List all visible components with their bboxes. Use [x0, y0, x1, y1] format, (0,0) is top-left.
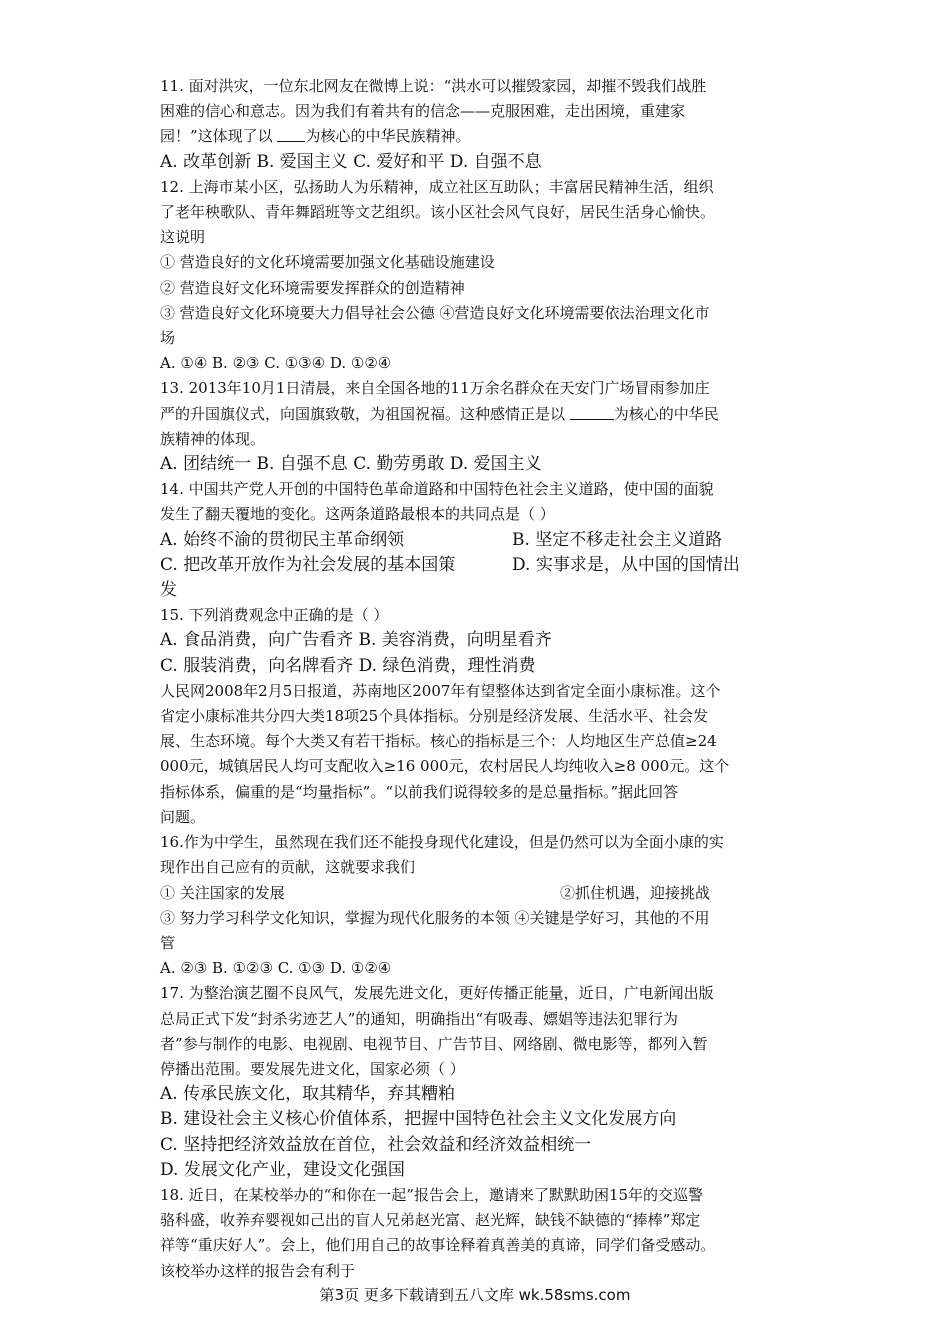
q11-line-3b: 为核心的中华民族精神。 [305, 127, 471, 146]
q15-line-1: 15. 下列消费观念中正确的是（ ） [160, 606, 389, 625]
q11-line-2: 困难的信心和意志。因为我们有着共有的信念——克服困难，走出困境，重建家 [160, 102, 686, 121]
q12-statement-3: ③ 营造良好文化环境要大力倡导社会公德 ④营造良好文化环境需要依法治理文化市 [160, 303, 710, 322]
q16-statement-1: ① 关注国家的发展 [160, 883, 285, 902]
q12-statement-3b: 场 [160, 329, 176, 348]
q14-option-d: D. 实事求是，从中国的国情出 [512, 554, 740, 575]
q15-options-2: C. 服装消费，向名牌看齐 D. 绿色消费，理性消费 [160, 655, 536, 676]
page-footer: 第3页 更多下载请到五八文库 wk.58sms.com [319, 1286, 631, 1304]
q16-statement-2: ②抓住机遇，迎接挑战 [560, 883, 711, 902]
passage-line-6: 问题。 [160, 807, 206, 826]
q16-line-2: 现作出自己应有的贡献，这就要求我们 [160, 858, 416, 877]
q14-line-2: 发生了翻天覆地的变化。这两条道路最根本的共同点是（ ） [160, 505, 555, 524]
q14-options-row-2 [160, 553, 790, 578]
q18-line-3: 祥等“重庆好人”。会上，他们用自己的故事诠释着真善美的真谛，同学们备受感动。 [160, 1236, 716, 1255]
q12-line-3: 这说明 [160, 228, 206, 247]
document-page [160, 74, 790, 1284]
q12-statement-2: ② 营造良好文化环境需要发挥群众的创造精神 [160, 278, 465, 297]
q14-option-b: B. 坚定不移走社会主义道路 [512, 529, 723, 550]
q13-line-2a: 严的升国旗仪式，向国旗致敬，为祖国祝福。这种感情正是以 [160, 404, 570, 423]
q18-line-1: 18. 近日，在某校举办的“和你在一起”报告会上，邀请来了默默助困15年的交巡警 [160, 1185, 704, 1204]
q12-line-2: 了老年秧歌队、青年舞蹈班等文艺组织。该小区社会风气良好，居民生活身心愉快。 [160, 203, 716, 222]
q17-line-2: 总局正式下发“封杀劣迹艺人”的通知，明确指出“有吸毒、嫖娼等违法犯罪行为 [160, 1009, 679, 1028]
q18-line-4: 该校举办这样的报告会有利于 [160, 1261, 356, 1280]
q16-statement-3b: 管 [160, 933, 176, 952]
passage-line-3: 展、生态环境。每个大类又有若干指标。核心的指标是三个：人均地区生产总值≥24 [160, 732, 717, 751]
q14-option-a: A. 始终不渝的贯彻民主革命纲领 [160, 529, 405, 550]
q17-option-a: A. 传承民族文化，取其精华，弃其糟粕 [160, 1084, 456, 1105]
passage-line-4: 000元，城镇居民人均可支配收入≥16 000元，农村居民人均纯收入≥8 000元。这个 [160, 757, 730, 776]
q12-line-1: 12. 上海市某小区，弘扬助人为乐精神，成立社区互助队；丰富居民精神生活，组织 [160, 177, 714, 196]
q17-option-d: D. 发展文化产业，建设文化强国 [160, 1159, 405, 1180]
q13-options: A. 团结统一 B. 自强不息 C. 勤劳勇敢 D. 爱国主义 [160, 454, 542, 475]
q13-line-1: 13. 2013年10月1日清晨，来自全国各地的11万余名群众在天安门广场冒雨参加庄 [160, 379, 710, 398]
q16-statement-3: ③ 努力学习科学文化知识，掌握为现代化服务的本领 ④关键是学好习，其他的不用 [160, 908, 710, 927]
passage-line-2: 省定小康标准共分四大类18项25个具体指标。分别是经济发展、生活水平、社会发 [160, 707, 709, 726]
q17-line-3: 者”参与制作的电影、电视剧、电视节目、广告节目、网络剧、微电影等，都列入暂 [160, 1034, 708, 1053]
q11-line-3 [160, 124, 790, 149]
fill-blank [570, 405, 614, 420]
q17-line-1: 17. 为整治演艺圈不良风气，发展先进文化，更好传播正能量，近日，广电新闻出版 [160, 984, 714, 1003]
q12-options: A. ①④ B. ②③ C. ①③④ D. ①②④ [160, 354, 392, 373]
q18-line-2: 骆科盛，收养弃婴视如己出的盲人兄弟赵光富、赵光辉，缺钱不缺德的“捧棒”郑定 [160, 1211, 701, 1230]
q16-statements-row-1 [160, 881, 790, 906]
q14-line-1: 14. 中国共产党人开创的中国特色革命道路和中国特色社会主义道路，使中国的面貌 [160, 480, 714, 499]
q14-option-c: C. 把改革开放作为社会发展的基本国策 [160, 554, 456, 575]
q17-option-c: C. 坚持把经济效益放在首位，社会效益和经济效益相统一 [160, 1134, 592, 1155]
passage-line-5: 指标体系，偏重的是“均量指标”。“以前我们说得较多的是总量指标。”据此回答 [160, 782, 679, 801]
q17-line-4: 停播出范围。要发展先进文化，国家必须（ ） [160, 1059, 465, 1078]
q11-options: A. 改革创新 B. 爱国主义 C. 爱好和平 D. 自强不息 [160, 151, 542, 172]
fill-blank [277, 127, 305, 142]
q11-line-1: 11. 面对洪灾，一位东北网友在微博上说：“洪水可以摧毁家园，却摧不毁我们战胜 [160, 77, 707, 95]
q12-statement-1: ① 营造良好的文化环境需要加强文化基础设施建设 [160, 253, 495, 272]
q13-line-2 [160, 402, 790, 427]
q13-line-3: 族精神的体现。 [160, 429, 266, 448]
q17-option-b: B. 建设社会主义核心价值体系，把握中国特色社会主义文化发展方向 [160, 1109, 677, 1130]
q16-options: A. ②③ B. ①②③ C. ①③ D. ①②④ [160, 959, 392, 978]
q11-line-3a: 园！”这体现了以 [160, 127, 278, 146]
q13-line-2b: 为核心的中华民 [613, 404, 719, 423]
q14-option-d-cont: 发 [160, 580, 177, 601]
q15-options-1: A. 食品消费，向广告看齐 B. 美容消费，向明星看齐 [160, 630, 552, 651]
passage-line-1: 人民网2008年2月5日报道，苏南地区2007年有望整体达到省定全面小康标准。这个 [160, 681, 721, 700]
q14-options-row-1 [160, 528, 790, 553]
q16-line-1: 16.作为中学生，虽然现在我们还不能投身现代化建设，但是仍然可以为全面小康的实 [160, 833, 724, 852]
